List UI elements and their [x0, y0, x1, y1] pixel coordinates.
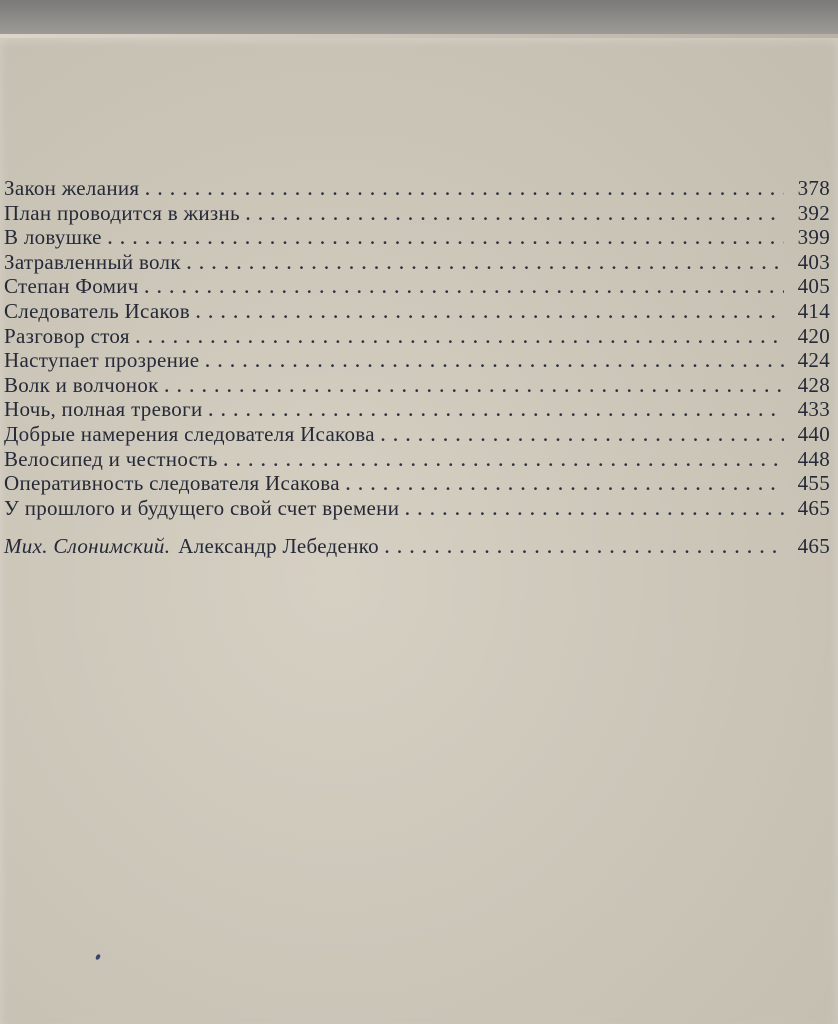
toc-entry-title: У прошлого и будущего свой счет времени: [4, 495, 400, 520]
toc-entry-page: 399: [797, 225, 830, 250]
toc-entry-page: 455: [797, 471, 830, 496]
table-of-contents: [4, 176, 830, 559]
toc-entry: [4, 496, 830, 521]
toc-entry: [4, 201, 830, 226]
dot-leader: [199, 350, 784, 375]
toc-entry-title: Степан Фомич: [4, 274, 139, 299]
toc-entry: [4, 250, 830, 275]
toc-entry: [4, 373, 830, 398]
page-edge: [0, 34, 838, 38]
toc-entry-title: Волк и волчонок: [4, 372, 159, 397]
toc-entry-page: 392: [797, 200, 830, 225]
toc-entry-title: Затравленный волк: [4, 249, 181, 274]
toc-entry: [4, 225, 830, 250]
toc-entry-page: 420: [797, 323, 830, 348]
toc-entry: [4, 274, 830, 299]
dot-leader: [159, 375, 784, 400]
toc-entry: [4, 471, 830, 496]
toc-entry-page: 440: [797, 421, 830, 446]
toc-entry-title: План проводится в жизнь: [4, 200, 240, 225]
toc-entry-title: Велосипед и честность: [4, 446, 218, 471]
toc-entry-title: Ночь, полная тревоги: [4, 397, 203, 422]
dot-leader: [340, 473, 784, 498]
dot-leader: [399, 498, 784, 523]
dot-leader: [139, 178, 784, 203]
toc-entry-page: 405: [797, 274, 830, 299]
toc-entry-page: 424: [797, 348, 830, 373]
toc-afterword-title-group: [4, 534, 379, 559]
dot-leader: [190, 301, 784, 326]
dot-leader: [379, 536, 784, 561]
toc-entry: [4, 176, 830, 201]
toc-afterword-author: Мих. Слонимский.: [4, 534, 171, 559]
toc-entry: [4, 397, 830, 422]
toc-entry-page: 433: [797, 397, 830, 422]
toc-entry-page: 403: [797, 249, 830, 274]
toc-entry-title: Следователь Исаков: [4, 298, 190, 323]
toc-entry-title: Закон желания: [4, 176, 140, 200]
toc-entry-title: В ловушке: [4, 225, 102, 250]
toc-entry-page: 428: [797, 372, 830, 397]
dot-leader: [218, 449, 784, 474]
toc-entry-page: 465: [797, 495, 830, 520]
toc-afterword-page: 465: [797, 534, 830, 559]
dot-leader: [139, 276, 784, 301]
dot-leader: [130, 326, 784, 351]
dot-leader: [240, 203, 784, 228]
dot-leader: [375, 424, 784, 449]
toc-entry-page: 448: [797, 446, 830, 471]
toc-entry-title: Добрые намерения следователя Исакова: [4, 421, 375, 446]
dot-leader: [181, 252, 784, 277]
toc-entry-title: Оперативность следователя Исакова: [4, 471, 340, 496]
toc-entry-title: Разговор стоя: [4, 323, 130, 348]
toc-afterword-title: Александр Лебеденко: [178, 534, 379, 559]
dot-leader: [203, 399, 784, 424]
toc-afterword-entry: [4, 534, 830, 559]
toc-entry: [4, 422, 830, 447]
dot-leader: [102, 227, 784, 252]
toc-entry-page: 414: [797, 298, 830, 323]
toc-entry: [4, 299, 830, 324]
toc-entry-page: 378: [797, 176, 830, 200]
toc-entry: [4, 447, 830, 472]
toc-entry: [4, 324, 830, 349]
toc-entry-title: Наступает прозрение: [4, 348, 200, 373]
toc-entry: [4, 348, 830, 373]
